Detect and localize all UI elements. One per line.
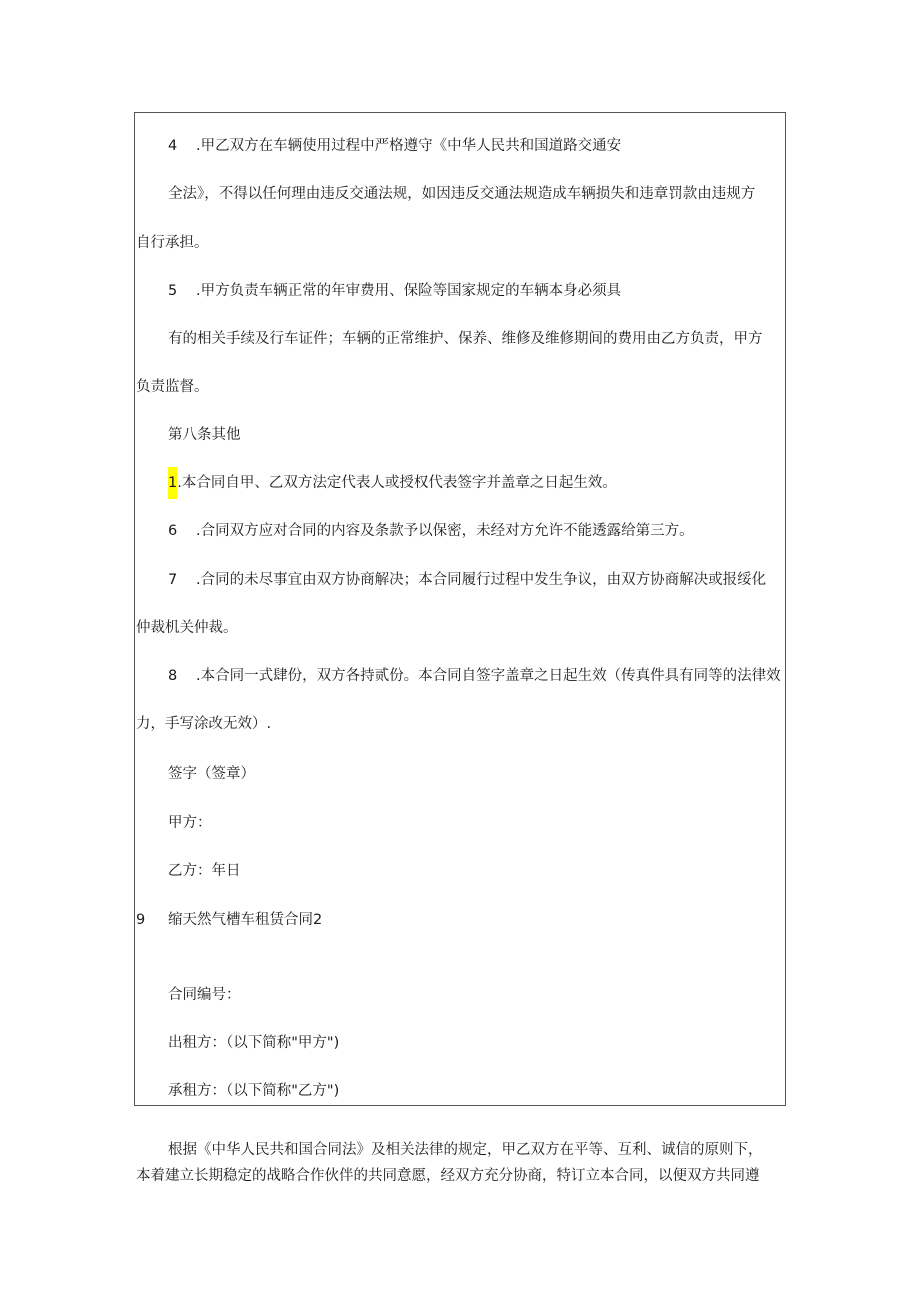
lessee-label: 承租方：（以下简称"乙方")	[168, 1083, 340, 1099]
clause-4-line-3: 自行承担。	[136, 235, 209, 251]
contract-number-label: 合同编号：	[168, 987, 241, 1003]
party-a-label: 甲方：	[168, 815, 212, 831]
highlighted-number: 1	[168, 467, 177, 499]
party-b-label: 乙方：年日	[168, 863, 241, 879]
clause-7-line-2: 仲裁机关仲裁。	[136, 620, 238, 636]
clause-4-line-1: 4 .甲乙双方在车辆使用过程中严格遵守《中华人民共和国道路交通安	[168, 138, 622, 154]
clause-5-line-1: 5 .甲方负责车辆正常的年审费用、保险等国家规定的车辆本身必须具	[168, 283, 622, 299]
clause-number: 4	[168, 138, 178, 154]
clause-4-line-2: 全法》，不得以任何理由违反交通法规，如因违反交通法规造成车辆损失和违章罚款由违规方	[168, 186, 756, 202]
clause-number: 5	[168, 283, 178, 299]
clause-5-line-3: 负责监督。	[136, 379, 209, 395]
preamble-line-2: 本着建立长期稳定的战略合作伙伴的共同意愿，经双方充分协商，特订立本合同，以便双方共同遵	[136, 1168, 760, 1184]
signature-heading: 签字（签章）	[168, 766, 255, 782]
clause-8-line-2: 力，手写涂改无效）.	[136, 716, 272, 732]
preamble-line-1: 根据《中华人民共和国合同法》及相关法律的规定，甲乙双方在平等、互利、诚信的原则下，	[168, 1142, 763, 1158]
article-8-heading: 第八条其他	[168, 427, 241, 443]
clause-number: 8	[168, 668, 178, 684]
lessor-label: 出租方：（以下简称"甲方")	[168, 1035, 340, 1051]
clause-number: 9	[136, 912, 146, 928]
next-contract-title: 9 缩天然气槽车租赁合同2	[136, 912, 323, 928]
clause-6: 6 .合同双方应对合同的内容及条款予以保密，未经对方允许不能透露给第三方。	[168, 523, 694, 539]
clause-number: 6	[168, 523, 178, 539]
clause-8-line-1: 8 .本合同一式肆份，双方各持贰份。本合同自签字盖章之日起生效（传真件具有同等的法律效	[168, 668, 781, 684]
clause-7-line-1: 7 .合同的未尽事宜由双方协商解决；本合同履行过程中发生争议，由双方协商解决或报绥化	[168, 572, 767, 588]
clause-number: 7	[168, 572, 178, 588]
contract-box	[134, 112, 786, 1106]
article-8-clause-1: 1.本合同自甲、乙双方法定代表人或授权代表签字并盖章之日起生效。	[168, 473, 617, 493]
clause-5-line-2: 有的相关手续及行车证件；车辆的正常维护、保养、维修及维修期间的费用由乙方负责，甲方	[168, 331, 763, 347]
